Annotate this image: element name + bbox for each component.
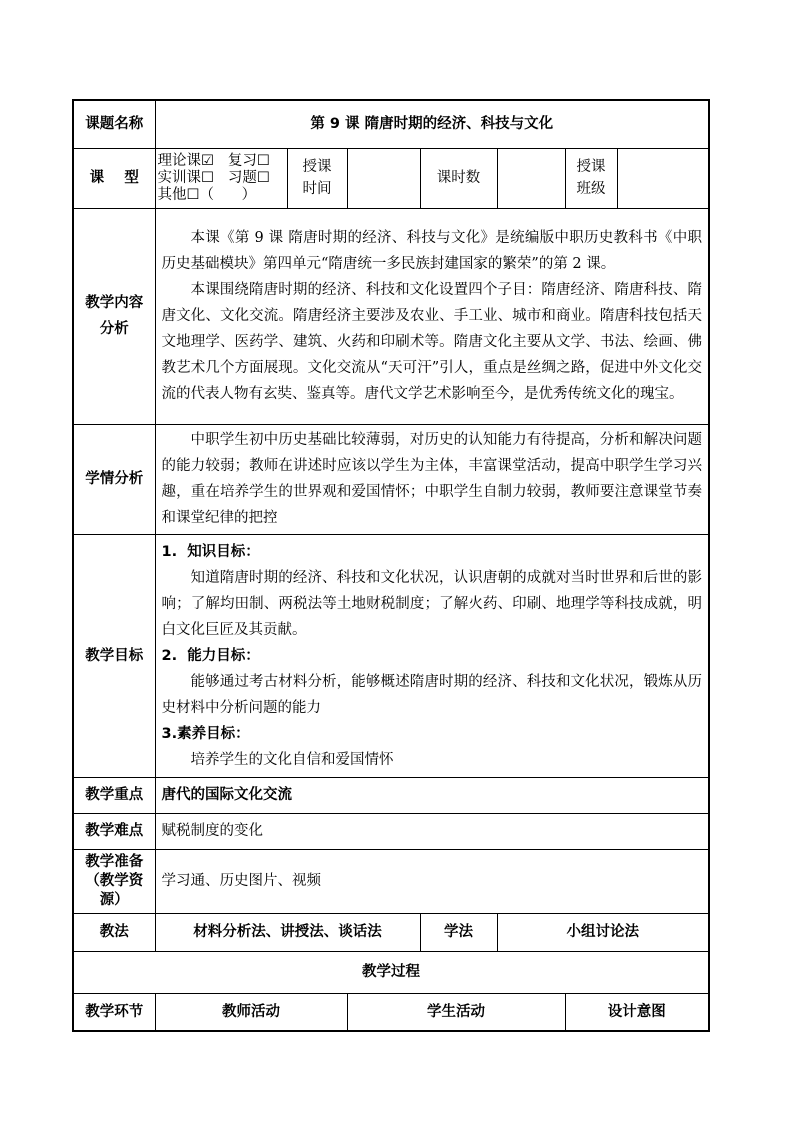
difficulty-label: 教学难点 bbox=[73, 813, 155, 849]
content-analysis-text bbox=[155, 208, 709, 424]
teaching-time-label bbox=[287, 148, 347, 208]
preparation-label-line-1: 教学准备 bbox=[85, 853, 144, 870]
course-type-label-text: 课 型 bbox=[89, 170, 139, 186]
course-name-label: 课题名称 bbox=[73, 100, 155, 148]
course-type-row bbox=[73, 148, 709, 208]
difficulty-row bbox=[73, 813, 709, 849]
content-analysis-label bbox=[73, 208, 155, 424]
course-type-options bbox=[155, 148, 287, 208]
learner-analysis-row bbox=[73, 424, 709, 534]
literacy-objective-title: 3.素养目标： bbox=[161, 725, 250, 742]
content-analysis-label-line-2: 分析 bbox=[99, 321, 129, 337]
teaching-class-label-line-1: 授课 bbox=[576, 159, 606, 175]
process-header-row bbox=[73, 993, 709, 1031]
ability-objective-text: 能够通过考古材料分析，能够概述隋唐时期的经济、科技和文化状况，锻炼从历史材料中分析问题的能力 bbox=[161, 673, 702, 716]
content-analysis-row bbox=[73, 208, 709, 424]
lesson-plan-table bbox=[72, 99, 710, 1032]
class-hours-label: 课时数 bbox=[420, 148, 497, 208]
teaching-class-value[interactable] bbox=[617, 148, 709, 208]
key-point-text: 唐代的国际文化交流 bbox=[155, 777, 709, 813]
content-analysis-label-line-1: 教学内容 bbox=[85, 295, 144, 311]
learning-method-text: 小组讨论法 bbox=[497, 913, 709, 951]
course-name-row bbox=[73, 100, 709, 148]
objectives-text bbox=[155, 534, 709, 777]
preparation-row bbox=[73, 849, 709, 913]
preparation-label-line-3: 源） bbox=[99, 891, 129, 908]
teaching-time-value[interactable] bbox=[347, 148, 420, 208]
learning-method-label: 学法 bbox=[420, 913, 497, 951]
learner-analysis-text bbox=[155, 424, 709, 534]
key-point-row bbox=[73, 777, 709, 813]
content-analysis-para-1: 本课《第 9 课 隋唐时期的经济、科技与文化》是统编版中职历史教科书《中职历史基础模块》第四单元“隋唐统一多民族封建国家的繁荣”的第 2 课。 bbox=[161, 230, 702, 272]
ability-objective-title: 2. 能力目标： bbox=[161, 647, 260, 664]
knowledge-objective-text: 知道隋唐时期的经济、科技和文化状况，认识唐朝的成就对当时世界和后世的影响；了解均田制、两税法等土地财税制度；了解火药、印刷、地理学等科技成就，明白文化巨匠及其贡献。 bbox=[161, 569, 702, 638]
objectives-row bbox=[73, 534, 709, 777]
content-analysis-para-2: 本课围绕隋唐时期的经济、科技和文化设置四个子目：隋唐经济、隋唐科技、隋唐文化、文化交流。隋唐经济主要涉及农业、手工业、城市和商业。隋唐科技包括天文地理学、医药学、建筑、火药和印刷术等。隋唐文化主要从文学、书法、绘画、佛教艺术几个方面展现。文化交流从“天可汗”引人，重点是丝绸之路，促进中外文化交流的代表人物有玄奘、鉴真等。唐代文学艺术影响至今，是优秀传统文化的瑰宝。 bbox=[161, 282, 702, 402]
learner-analysis-label: 学情分析 bbox=[73, 424, 155, 534]
learner-analysis-para: 中职学生初中历史基础比较薄弱，对历史的认知能力有待提高，分析和解决问题的能力较弱；教师在讲述时应该以学生为主体，丰富课堂活动，提高中职学生学习兴趣，重在培养学生的世界观和爱国情怀；中职学生自制力较弱，教师要注意课堂节奏和课堂纪律的把控 bbox=[161, 432, 702, 526]
process-col-intent: 设计意图 bbox=[565, 993, 709, 1031]
process-title-row bbox=[73, 951, 709, 993]
process-col-teacher: 教师活动 bbox=[155, 993, 347, 1031]
objectives-label: 教学目标 bbox=[73, 534, 155, 777]
methods-row bbox=[73, 913, 709, 951]
process-title: 教学过程 bbox=[73, 951, 709, 993]
key-point-label: 教学重点 bbox=[73, 777, 155, 813]
process-col-stage: 教学环节 bbox=[73, 993, 155, 1031]
teaching-time-label-line-2: 时间 bbox=[302, 181, 332, 197]
course-type-label bbox=[73, 148, 155, 208]
preparation-label-line-2: （教学资 bbox=[85, 872, 144, 889]
literacy-objective-text: 培养学生的文化自信和爱国情怀 bbox=[190, 751, 394, 768]
course-type-line-2: 实训课☐ 习题☐ bbox=[157, 169, 270, 186]
knowledge-objective-title: 1. 知识目标： bbox=[161, 543, 260, 560]
teaching-method-text: 材料分析法、讲授法、谈话法 bbox=[155, 913, 420, 951]
class-hours-value[interactable] bbox=[497, 148, 565, 208]
teaching-time-label-line-1: 授课 bbox=[302, 159, 332, 175]
process-col-student: 学生活动 bbox=[347, 993, 565, 1031]
teaching-class-label-line-2: 班级 bbox=[576, 181, 606, 197]
preparation-label bbox=[73, 849, 155, 913]
teaching-class-label bbox=[565, 148, 617, 208]
preparation-text: 学习通、历史图片、视频 bbox=[155, 849, 709, 913]
course-type-line-3: 其他☐（ ） bbox=[157, 186, 257, 203]
course-type-line-1: 理论课☑ 复习☐ bbox=[157, 152, 270, 169]
teaching-method-label: 教法 bbox=[73, 913, 155, 951]
course-title: 第 9 课 隋唐时期的经济、科技与文化 bbox=[155, 100, 709, 148]
difficulty-text: 赋税制度的变化 bbox=[155, 813, 709, 849]
